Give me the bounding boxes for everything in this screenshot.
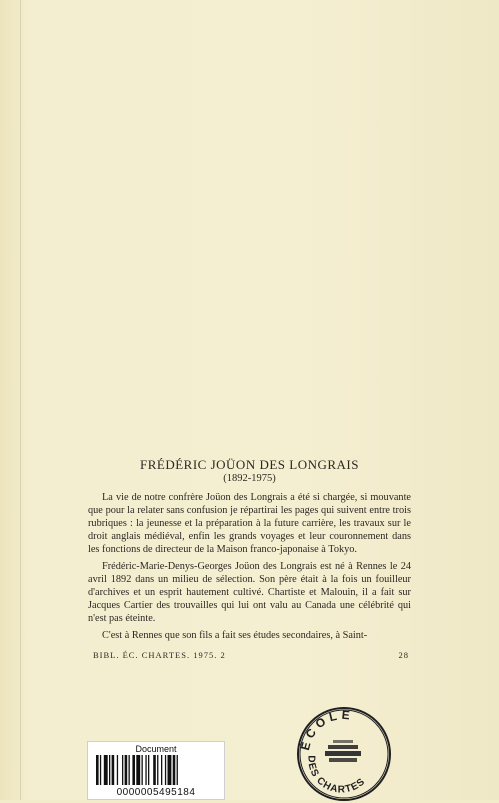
- article-body: [88, 491, 411, 642]
- page-fold-line: [20, 0, 21, 800]
- barcode-label: [87, 741, 225, 800]
- paragraph-1: La vie de notre confrère Joüon des Longrais a été si chargée, si mouvante que pour la relater sans confusion je répartirai les pages qui suivent entre trois rubriques : la jeunesse et la préparation à la future carrière, les travaux sur le droit anglais médiéval, enfin les grands voyages et leur couronnement dans les fonctions de directeur de la Maison franco-japonaise à Tokyo.: [88, 492, 411, 555]
- barcode-bar: [161, 755, 162, 785]
- barcode-bar: [177, 755, 178, 785]
- barcode-bar: [136, 755, 140, 785]
- barcode-bar: [132, 755, 135, 785]
- barcode-bar: [100, 755, 101, 785]
- barcode-bar: [148, 755, 149, 785]
- barcode-bar: [168, 755, 172, 785]
- barcode-bar: [104, 755, 108, 785]
- barcode-bar: [129, 755, 130, 785]
- footer-citation: BIBL. ÉC. CHARTES. 1975. 2: [93, 650, 226, 660]
- barcode-number: 0000005495184: [116, 787, 196, 798]
- barcode-bars: [96, 755, 216, 785]
- paragraph-2: Frédéric-Marie-Denys-Georges Joüon des Longrais est né à Rennes le 24 avril 1892 dans un milieu de sélection. Son père était à la fois un fouilleur d'archives et un esprit hautement cultivé. Chartiste et Malouin, il a fait sur Jacques Cartier des trouvailles qui lui ont valu au Canada une célébrité qui n'est pas éteinte.: [88, 561, 411, 624]
- barcode-title: Document: [135, 744, 177, 754]
- stamp-text-bottom: DES CHARTES: [305, 755, 368, 796]
- stamp-emblem: [325, 740, 361, 762]
- article-dates: (1892-1975): [223, 473, 276, 484]
- barcode-bar: [125, 755, 128, 785]
- barcode-bar: [145, 755, 146, 785]
- barcode-bar: [153, 755, 156, 785]
- article-title: FRÉDÉRIC JOÜON DES LONGRAIS: [140, 457, 359, 472]
- page-footer: [93, 650, 409, 660]
- stamp-text-top: ÉCOLE: [297, 707, 355, 752]
- library-stamp: [295, 705, 393, 803]
- barcode-bar: [112, 755, 115, 785]
- paragraph-3-start: C'est à Rennes que son fils a fait ses études secondaires, à Saint-: [102, 630, 368, 641]
- barcode-bar: [122, 755, 123, 785]
- barcode-bar: [173, 755, 176, 785]
- footer-page-number: 28: [398, 650, 409, 660]
- barcode-bar: [96, 755, 99, 785]
- barcode-bar: [165, 755, 166, 785]
- barcode-bar: [109, 755, 110, 785]
- barcode-bar: [142, 755, 143, 785]
- barcode-bar: [157, 755, 158, 785]
- barcode-bar: [117, 755, 118, 785]
